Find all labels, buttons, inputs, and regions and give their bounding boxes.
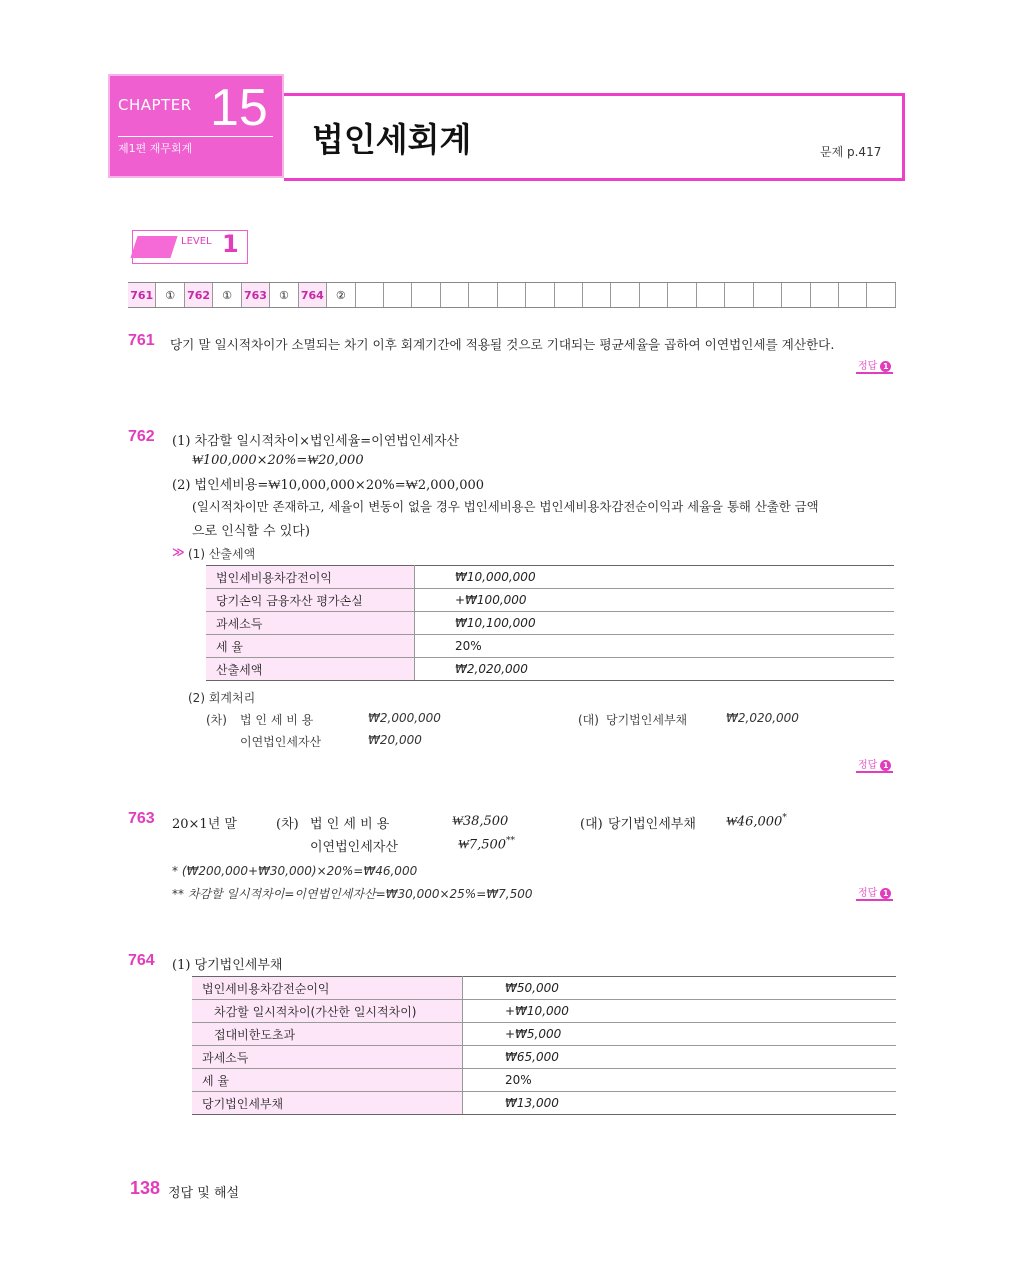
answer-strip-ans: ② (327, 283, 355, 307)
journal-amount: ₩2,000,000 (368, 711, 441, 725)
table-value: ₩50,000 (463, 977, 897, 1000)
table-label: 과세소득 (192, 1046, 463, 1069)
journal-amount-value: ₩46,000 (726, 814, 783, 830)
debit-label: (차) (206, 713, 227, 727)
journal-account: 당기법인세부채 (608, 817, 696, 832)
level-word: LEVEL (181, 236, 212, 247)
answer-label: 정답 (858, 361, 878, 372)
answer-badge (856, 357, 893, 374)
table-value: 20% (463, 1069, 897, 1092)
answer-strip-empty (782, 283, 810, 307)
problem-line: (2) 법인세비용=₩10,000,000×20%=₩2,000,000 (172, 478, 485, 493)
journal-account: 법 인 세 비 용 (310, 817, 390, 832)
answer-strip (128, 282, 896, 308)
table-label: 당기손익 금융자산 평가손실 (206, 589, 415, 612)
table-row (192, 1046, 896, 1069)
table-value: +₩10,000 (463, 1000, 897, 1023)
answer-mark-icon: 1 (880, 760, 891, 771)
table-value: +₩100,000 (415, 589, 895, 612)
table-value: +₩5,000 (463, 1023, 897, 1046)
table-label: 법인세비용차감전이익 (206, 566, 415, 589)
answer-strip-empty (867, 283, 895, 307)
answer-strip-empty (839, 283, 867, 307)
table-row (192, 1092, 896, 1115)
answer-badge (856, 756, 893, 773)
answer-strip-num: 764 (299, 283, 327, 307)
answer-strip-empty (555, 283, 583, 307)
problem-number: 762 (128, 428, 155, 445)
answer-strip-empty (725, 283, 753, 307)
answer-mark-icon: 1 (880, 888, 891, 899)
answer-badge (856, 884, 893, 901)
answer-strip-empty (412, 283, 440, 307)
answer-strip-empty (356, 283, 384, 307)
journal-account: 이연법인세자산 (310, 840, 398, 855)
answer-label: 정답 (858, 760, 878, 771)
double-arrow-icon: ≫ (172, 545, 185, 559)
table-label: 접대비한도초과 (192, 1023, 463, 1046)
table-row (206, 635, 894, 658)
answer-strip-empty (811, 283, 839, 307)
table-row (192, 1000, 896, 1023)
answer-strip-empty (526, 283, 554, 307)
table-row (206, 566, 894, 589)
footnote-mark: * (782, 813, 787, 823)
table-label: 세 율 (206, 635, 415, 658)
answer-strip-num: 762 (185, 283, 213, 307)
table-label: 과세소득 (206, 612, 415, 635)
calc-table (192, 976, 896, 1115)
answer-strip-empty (668, 283, 696, 307)
footnote-mark: ** (506, 836, 516, 846)
journal-amount-value: ₩7,500 (458, 837, 507, 853)
chapter-number: 15 (210, 79, 268, 137)
table-value: ₩10,100,000 (415, 612, 895, 635)
problem-line: (1) 차감할 일시적차이×법인세율=이연법인세자산 (172, 434, 460, 449)
table-value: ₩13,000 (463, 1092, 897, 1115)
calc-table (206, 565, 894, 681)
table-value: ₩65,000 (463, 1046, 897, 1069)
table-value: ₩10,000,000 (415, 566, 895, 589)
table-label: 법인세비용차감전순이익 (192, 977, 463, 1000)
problem-line: ₩100,000×20%=₩20,000 (192, 453, 364, 468)
level-chip-icon (130, 236, 177, 258)
subsection-label: (1) 산출세액 (188, 547, 256, 561)
answer-mark-icon: 1 (880, 361, 891, 372)
problem-line: (일시적차이만 존재하고, 세율이 변동이 없을 경우 법인세비용은 법인세비용차감전순이익과 세율을 통해 산출한 금액 (192, 499, 819, 514)
problem-text: 당기 말 일시적차이가 소멸되는 차기 이후 회계기간에 적용될 것으로 기대되는 평균세율을 곱하여 이연법인세를 계산한다. (170, 337, 835, 352)
journal-date: 20×1년 말 (172, 817, 237, 832)
credit-label: (대) (578, 713, 599, 727)
journal-amount: ₩38,500 (452, 814, 509, 829)
answer-strip-empty (384, 283, 412, 307)
answer-strip-empty (441, 283, 469, 307)
answer-strip-ans: ① (213, 283, 241, 307)
credit-label: (대) (580, 817, 603, 832)
table-row (192, 1023, 896, 1046)
answer-strip-empty (611, 283, 639, 307)
table-row (206, 589, 894, 612)
answer-strip-ans: ① (156, 283, 184, 307)
table-row (206, 658, 894, 681)
chapter-word: CHAPTER (118, 96, 192, 114)
part-label: 제1편 재무회계 (118, 136, 273, 156)
table-value: 20% (415, 635, 895, 658)
answer-label: 정답 (858, 888, 878, 899)
journal-amount (726, 813, 787, 829)
table-label: 산출세액 (206, 658, 415, 681)
problem-line: 으로 인식할 수 있다) (192, 524, 310, 539)
answer-strip-empty (640, 283, 668, 307)
table-row (206, 612, 894, 635)
journal-amount (458, 836, 515, 852)
table-label: 세 율 (192, 1069, 463, 1092)
journal-amount: ₩2,020,000 (726, 711, 799, 725)
answer-strip-empty (754, 283, 782, 307)
answer-strip-empty (469, 283, 497, 307)
problem-number: 763 (128, 810, 155, 827)
journal-account: 이연법인세자산 (240, 735, 322, 749)
table-row (192, 1069, 896, 1092)
footnote: * (₩200,000+₩30,000)×20%=₩46,000 (172, 864, 418, 878)
subsection-label: (1) 당기법인세부채 (172, 958, 283, 973)
journal-account: 당기법인세부채 (606, 713, 688, 727)
journal-account: 법 인 세 비 용 (240, 713, 314, 727)
table-row (192, 977, 896, 1000)
subsection-label: (2) 회계처리 (188, 691, 256, 705)
level-number: 1 (222, 230, 239, 258)
footer-label: 정답 및 해설 (168, 1186, 240, 1201)
answer-strip-ans: ① (270, 283, 298, 307)
journal-amount: ₩20,000 (368, 733, 422, 747)
problem-number: 761 (128, 332, 155, 349)
answer-strip-empty (697, 283, 725, 307)
answer-strip-empty (498, 283, 526, 307)
footnote: ** 차감할 일시적차이=이연법인세자산=₩30,000×25%=₩7,500 (172, 887, 533, 901)
table-value: ₩2,020,000 (415, 658, 895, 681)
problem-reference: 문제 p.417 (820, 145, 882, 159)
table-label: 당기법인세부채 (192, 1092, 463, 1115)
debit-label: (차) (276, 817, 299, 832)
page-number: 138 (130, 1178, 161, 1198)
problem-number: 764 (128, 952, 155, 969)
answer-strip-num: 761 (128, 283, 156, 307)
page-title: 법인세회계 (312, 120, 472, 159)
table-label: 차감할 일시적차이(가산한 일시적차이) (192, 1000, 463, 1023)
answer-strip-empty (583, 283, 611, 307)
answer-strip-num: 763 (242, 283, 270, 307)
